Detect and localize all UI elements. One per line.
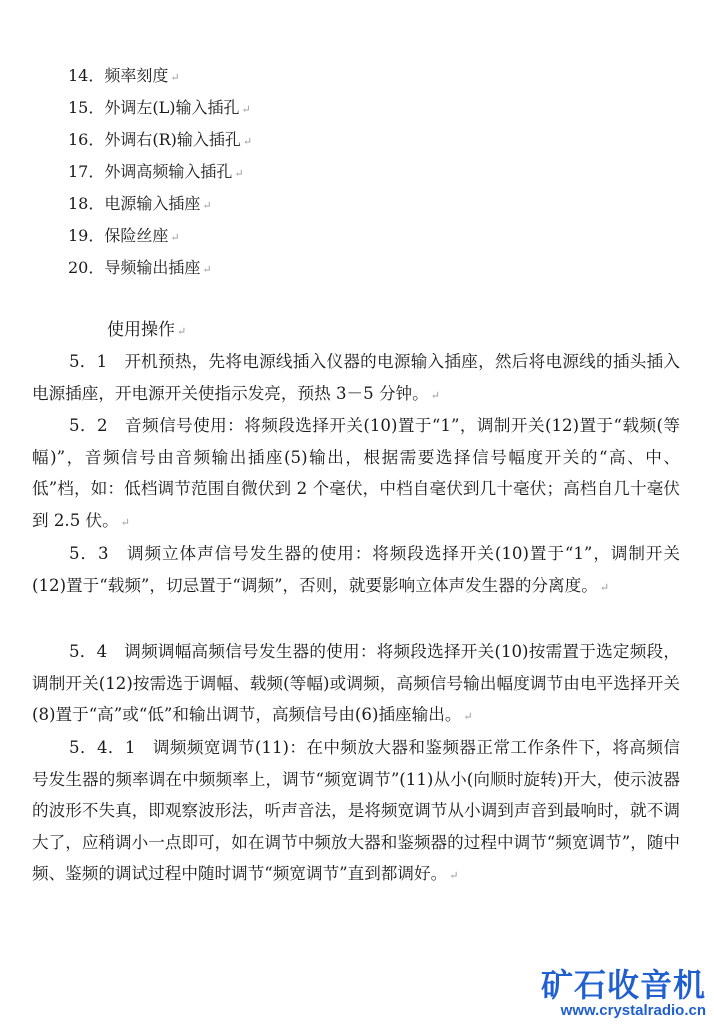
watermark-url: www.crystalradio.cn bbox=[560, 1002, 706, 1019]
paragraph-mark-icon: ↵ bbox=[449, 869, 459, 882]
list-item-17 bbox=[68, 162, 244, 184]
list-item-15 bbox=[68, 98, 251, 120]
paragraph-mark-icon: ↵ bbox=[177, 325, 187, 338]
paragraph-mark-icon: ↵ bbox=[202, 199, 212, 212]
paragraph-text: 5．4．1 调频频宽调节(11)：在中频放大器和鉴频器正常工作条件下，将高频信号发生器的频率调在中频频率上，调节“频宽调节”(11)从小(向顺时旋转)开大，使示波器的波形不失真，即观察波形法，听声音法，是将频宽调节从小调到声音到最响时，就不调大了，应稍调小一点即可，如在调节中频放大器和鉴频器的过程中调节“频宽调节”，随中频、鉴频的调试过程中随时调节“频宽调节”直到都调好。 bbox=[32, 738, 680, 883]
list-item-text: 15．外调左(L)输入插孔 bbox=[68, 98, 240, 117]
paragraph-5-3 bbox=[32, 538, 680, 603]
list-item-text: 14．频率刻度 bbox=[68, 66, 169, 85]
paragraph-text: 5．4 调频调幅高频信号发生器的使用：将频段选择开关(10)按需置于选定频段，调制开关(12)按需选于调幅、载频(等幅)或调频，高频信号输出幅度调节由电平选择开关(8)置于“高”或“低”和输出调节，高频信号由(6)插座输出。 bbox=[32, 642, 680, 724]
paragraph-5-4-1 bbox=[32, 732, 680, 892]
paragraph-mark-icon: ↵ bbox=[202, 263, 212, 276]
watermark bbox=[541, 968, 706, 1020]
list-item-text: 19．保险丝座 bbox=[68, 226, 169, 245]
list-item-text: 16．外调右(R)输入插孔 bbox=[68, 130, 241, 149]
paragraph-text: 5．1 开机预热，先将电源线插入仪器的电源输入插座，然后将电源线的插头插入电源插座，开电源开关使指示发亮，预热 3－5 分钟。 bbox=[32, 352, 680, 403]
list-item-text: 18．电源输入插座 bbox=[68, 194, 201, 213]
paragraph-mark-icon: ↵ bbox=[241, 103, 251, 116]
section-heading bbox=[107, 316, 186, 346]
paragraph-text: 5．2 音频信号使用：将频段选择开关(10)置于“1”，调制开关(12)置于“载频(等幅)”，音频信号由音频输出插座(5)输出，根据需要选择信号幅度开关的“高、中、低”档，如：低档调节范围自微伏到 2 个毫伏，中档自毫伏到几十毫伏；高档自几十毫伏到 2.5 伏。 bbox=[32, 416, 680, 530]
paragraph-mark-icon: ↵ bbox=[234, 167, 244, 180]
paragraph-mark-icon: ↵ bbox=[120, 515, 130, 529]
list-item-20 bbox=[68, 258, 212, 280]
paragraph-5-2 bbox=[32, 410, 680, 538]
paragraph-5-4 bbox=[32, 636, 680, 733]
paragraph-mark-icon: ↵ bbox=[463, 710, 473, 723]
section-heading-text: 使用操作 bbox=[107, 320, 175, 340]
list-item-19 bbox=[68, 226, 180, 248]
paragraph-mark-icon: ↵ bbox=[430, 388, 440, 402]
list-item-16 bbox=[68, 130, 252, 152]
paragraph-5-1 bbox=[32, 346, 680, 411]
paragraph-mark-icon: ↵ bbox=[242, 135, 253, 148]
paragraph-mark-icon: ↵ bbox=[170, 71, 180, 84]
paragraph-text: 5．3 调频立体声信号发生器的使用：将频段选择开关(10)置于“1”，调制开关(12)置于“载频”，切忌置于“调频”，否则，就要影响立体声发生器的分离度。 bbox=[32, 544, 680, 595]
paragraph-mark-icon: ↵ bbox=[170, 231, 180, 244]
watermark-title: 矿石收音机 bbox=[540, 966, 706, 1004]
list-item-text: 17．外调高频输入插孔 bbox=[68, 162, 233, 181]
paragraph-mark-icon: ↵ bbox=[599, 580, 610, 594]
list-item-text: 20．导频输出插座 bbox=[68, 258, 201, 277]
list-item-14 bbox=[68, 66, 180, 88]
list-item-18 bbox=[68, 194, 212, 216]
